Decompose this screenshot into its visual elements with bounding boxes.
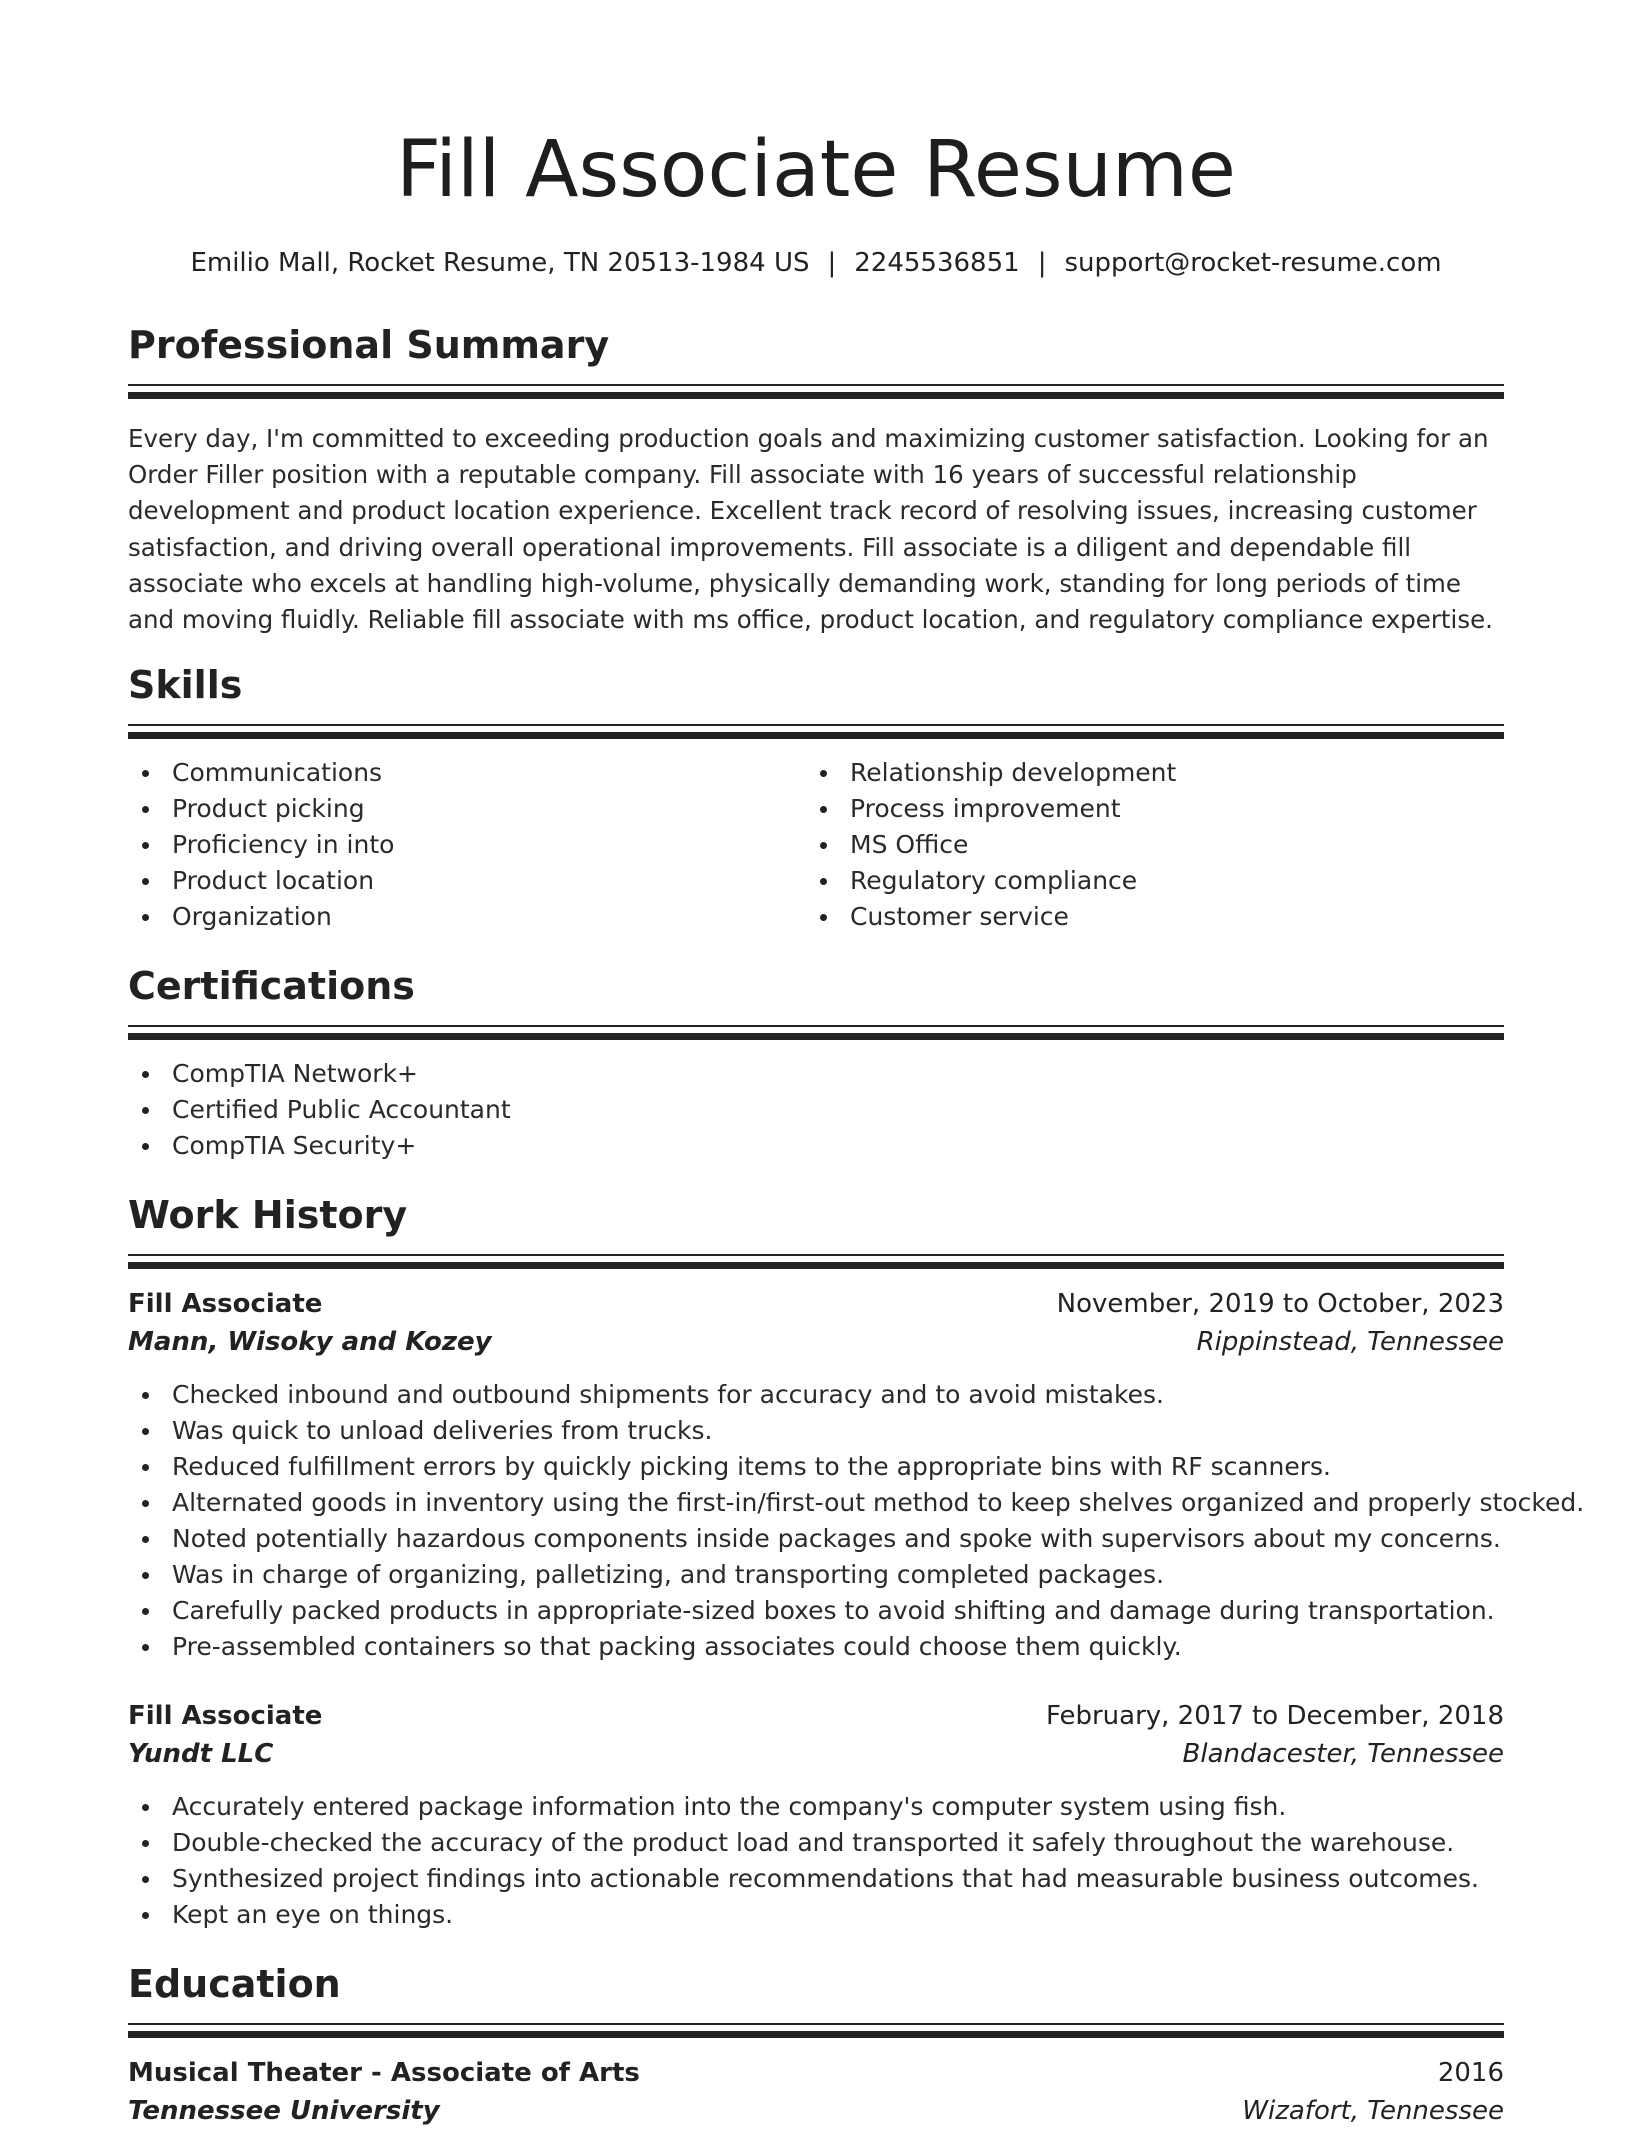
work-history-section [128,1192,1585,1933]
contact-separator: | [827,248,837,278]
summary-section [128,322,1504,638]
certifications-section [128,963,1504,1164]
job-company: Yundt LLC [128,1739,274,1770]
job-duty: Carefully packed products in appropriate-sized boxes to avoid shifting and damage during transportation. [172,1593,1504,1629]
skills-section [128,662,1504,935]
summary-text: Every day, I'm committed to exceeding production goals and maximizing customer satisfaction. Looking for an Order Filler position with a reputable company. Fill associate with 16 years of successful relationship development and product location experience. Excellent track record of resolving issues, increasing customer satisfaction, and driving overall operational improvements. Fill associate is a diligent and dependable fill associate who excels at handling high-volume, physically demanding work, standing for long periods of time and moving fluidly. Reliable fill associate with ms office, product location, and regulatory compliance expertise. [128,424,1493,635]
job-duty: Alternated goods in inventory using the first-in/first-out method to keep shelves organized and properly stocked. [172,1485,1504,1521]
education-subheader [128,2092,1504,2130]
job-duties [128,1377,1585,1665]
skill-item: Customer service [850,899,1484,935]
skill-item: Product location [172,863,806,899]
skill-item: MS Office [850,827,1484,863]
job-duty: Accurately entered package information into the company's computer system using fish. [172,1789,1504,1825]
skill-item: Regulatory compliance [850,863,1484,899]
job-dates: February, 2017 to December, 2018 [1045,1701,1504,1732]
education-section [128,1961,1504,2130]
summary-heading: Professional Summary [128,323,610,367]
job-header [128,1285,1504,1323]
skills-grid [128,755,1504,935]
skill-item: Product picking [172,791,806,827]
skill-item: Organization [172,899,806,935]
section-divider [128,2023,1504,2038]
contact-email[interactable]: support@rocket-resume.com [1064,248,1442,278]
education-year: 2016 [1437,2058,1504,2089]
job-subheader [128,1735,1504,1773]
work-history-heading: Work History [128,1193,408,1238]
job-duty: Double-checked the accuracy of the product load and transported it safely throughout the warehouse. [172,1825,1504,1861]
education-header [128,2054,1504,2092]
job-location: Rippinstead, Tennessee [1196,1327,1504,1358]
resume-page [128,0,1585,2130]
certifications-heading: Certifications [128,964,415,1009]
education-entry [128,2054,1504,2130]
job-entry [128,1285,1585,1665]
job-duty: Kept an eye on things. [172,1897,1504,1933]
certification-item: CompTIA Security+ [172,1128,1504,1164]
skill-item: Process improvement [850,791,1484,827]
contact-phone: 2245536851 [854,248,1020,278]
contact-separator: | [1037,248,1047,278]
job-duty: Was in charge of organizing, palletizing, and transporting completed packages. [172,1557,1504,1593]
job-duty: Was quick to unload deliveries from trucks. [172,1413,1504,1449]
job-duty: Noted potentially hazardous components inside packages and spoke with supervisors about my concerns. [172,1521,1504,1557]
certifications-list [128,1056,1504,1164]
education-heading: Education [128,1962,341,2007]
skills-heading: Skills [128,663,243,708]
job-duty: Synthesized project findings into actionable recommendations that had measurable business outcomes. [172,1861,1504,1897]
education-degree: Musical Theater - Associate of Arts [128,2058,640,2089]
skill-item: Relationship development [850,755,1484,791]
job-duties [128,1789,1504,1933]
skills-column-left [128,755,806,935]
job-header [128,1697,1504,1735]
job-title: Fill Associate [128,1289,323,1320]
section-divider [128,724,1504,739]
resume-title: Fill Associate Resume [396,125,1236,215]
job-company: Mann, Wisoky and Kozey [128,1327,492,1358]
skill-item: Communications [172,755,806,791]
education-school: Tennessee University [128,2096,440,2127]
job-dates: November, 2019 to October, 2023 [1056,1289,1504,1320]
job-duty: Pre-assembled containers so that packing associates could choose them quickly. [172,1629,1504,1665]
job-location: Blandacester, Tennessee [1182,1739,1504,1770]
education-location: Wizafort, Tennessee [1242,2096,1504,2127]
job-entry [128,1697,1504,1933]
job-title: Fill Associate [128,1701,323,1732]
job-duty: Reduced fulfillment errors by quickly picking items to the appropriate bins with RF scanners. [172,1449,1504,1485]
skill-item: Proficiency in into [172,827,806,863]
job-subheader [128,1323,1504,1361]
certification-item: Certified Public Accountant [172,1092,1504,1128]
section-divider [128,1025,1504,1040]
section-divider [128,1254,1504,1269]
section-divider [128,384,1504,399]
contact-address: Emilio Mall, Rocket Resume, TN 20513-1984 US [190,248,810,278]
certification-item: CompTIA Network+ [172,1056,1504,1092]
skills-column-right [806,755,1484,935]
job-duty: Checked inbound and outbound shipments for accuracy and to avoid mistakes. [172,1377,1504,1413]
contact-line [128,246,1504,280]
